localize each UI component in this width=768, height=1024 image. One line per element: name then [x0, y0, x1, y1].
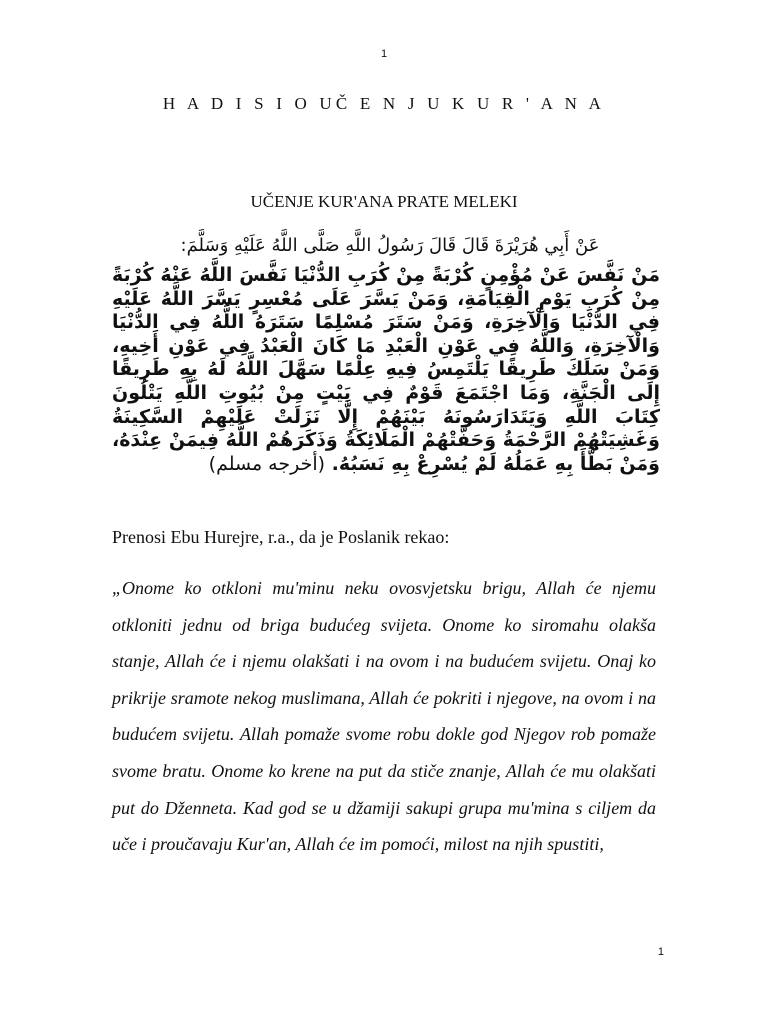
hadith-arabic-intro: عَنْ أَبِي هُرَيْرَةَ قَالَ قَالَ رَسُولُ اللَّهِ صَلَّى اللَّهُ عَلَيْهِ وَسَلَّمَ: — [180, 235, 600, 256]
document-title: H A D I S I O UČ E N J U K U R ' A N A — [162, 94, 606, 113]
page-number-bottom: 1 — [657, 946, 664, 958]
hadith-arabic-text: مَنْ نَفَّسَ عَنْ مُؤْمِنٍ كُرْبَةً مِنْ كُرَبِ الدُّنْيَا نَفَّسَ اللَّهُ عَنْهُ كُرْبَةً مِنْ كُرَبِ يَوْمِ الْقِيَامَةِ، وَمَنْ يَسَّرَ عَلَى مُعْسِرٍ يَسَّرَ اللَّهُ عَلَيْهِ فِي الدُّنْيَا وَالْآخِرَةِ، وَمَنْ سَتَرَ مُسْلِمًا سَتَرَهُ اللَّهُ فِي الدُّنْيَا وَالْآخِرَةِ، وَاللَّهُ فِي عَوْنِ الْعَبْدِ مَا كَانَ الْعَبْدُ فِي عَوْنِ أَخِيهِ، وَمَنْ سَلَكَ طَرِيقًا يَلْتَمِسُ فِيهِ عِلْمًا سَهَّلَ اللَّهُ لَهُ بِهِ طَرِيقًا إِلَى الْجَنَّةِ، وَمَا اجْتَمَعَ قَوْمٌ فِي بَيْتٍ مِنْ بُيُوتِ اللَّهِ يَتْلُونَ كِتَابَ اللَّهِ وَيَتَدَارَسُونَهُ بَيْنَهُمْ إِلَّا نَزَلَتْ عَلَيْهِمْ السَّكِينَةُ وَغَشِيَتْهُمْ الرَّحْمَةُ وَحَفَّتْهُمْ الْمَلَائِكَةُ وَذَكَرَهُمْ اللَّهُ فِيمَنْ عِنْدَهُ، وَمَنْ بَطَّأَ بِهِ عَمَلُهُ لَمْ يُسْرِعْ بِهِ نَسَبُهُ. — [112, 264, 660, 475]
narrator-intro: Prenosi Ebu Hurejre, r.a., da je Poslanik rekao: — [112, 527, 450, 547]
hadith-arabic-text-block — [112, 264, 660, 476]
hadith-arabic-source: (أخرجه مسلم) — [208, 452, 326, 475]
section-title: UČENJE KUR'ANA PRATE MELEKI — [250, 192, 518, 211]
hadith-translation: „Onome ko otkloni mu'minu neku ovosvjetsku brigu, Allah će njemu otkloniti jednu od briga budućeg svijeta. Onome ko siromahu olakša stanje, Allah će i njemu olakšati i na ovom i na budućem svijetu. Onaj ko prikrije sramote nekog muslimana, Allah će pokriti i njegove, na ovom i na budućem svijetu. Allah pomaže svome robu dokle god Njegov rob pomaže svome bratu. Onome ko krene na put da stiče znanje, Allah će mu olakšati put do Dženneta. Kad god se u džamiji sakupi grupa mu'mina s ciljem da uče i proučavaju Kur'an, Allah će im pomoći, milost na njih spustiti, — [112, 578, 656, 855]
page-number-top: 1 — [380, 48, 388, 60]
